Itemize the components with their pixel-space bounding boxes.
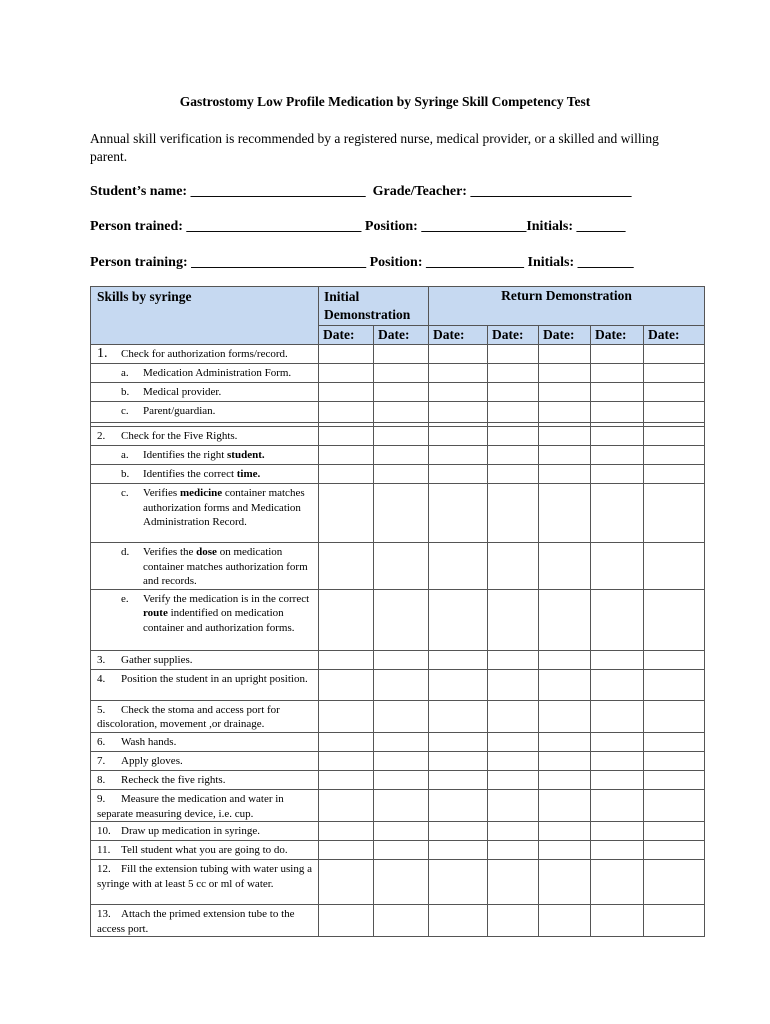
date-cell[interactable] xyxy=(429,732,488,751)
date-cell[interactable] xyxy=(488,427,539,446)
date-cell[interactable] xyxy=(539,905,591,937)
date-cell[interactable] xyxy=(644,905,705,937)
date-cell[interactable] xyxy=(644,770,705,789)
date-cell[interactable] xyxy=(591,543,644,590)
skill-cell xyxy=(91,427,319,446)
substep-text xyxy=(143,486,316,530)
step-text: Recheck the five rights. xyxy=(121,773,226,786)
date-cell[interactable] xyxy=(644,465,705,484)
date-cell[interactable] xyxy=(374,427,429,446)
intro-text: Annual skill verification is recommended by a registered nurse, medical provider, or a skilled and willing parent. xyxy=(90,131,659,164)
substep-text-part: Verifies the xyxy=(143,546,197,558)
date-cell[interactable] xyxy=(539,650,591,669)
date-cell[interactable] xyxy=(591,402,644,423)
date-cell[interactable] xyxy=(319,700,374,732)
date-cell[interactable] xyxy=(374,345,429,364)
date-cell[interactable] xyxy=(374,822,429,841)
date-cell[interactable] xyxy=(374,484,429,543)
date-cell[interactable] xyxy=(488,751,539,770)
date-cell[interactable] xyxy=(591,860,644,905)
date-cell[interactable] xyxy=(429,446,488,465)
date-cell[interactable] xyxy=(644,345,705,364)
date-cell[interactable] xyxy=(644,427,705,446)
skill-cell xyxy=(91,345,319,364)
table-row xyxy=(91,841,705,860)
table-row xyxy=(91,650,705,669)
date-header: Date: xyxy=(429,326,488,345)
date-cell[interactable] xyxy=(539,364,591,383)
date-cell[interactable] xyxy=(429,345,488,364)
date-cell[interactable] xyxy=(488,789,539,821)
skill-cell xyxy=(91,364,319,383)
date-cell[interactable] xyxy=(539,589,591,650)
date-cell[interactable] xyxy=(539,465,591,484)
step-text: Check for the Five Rights. xyxy=(121,430,238,442)
skill-cell xyxy=(91,543,319,590)
date-cell[interactable] xyxy=(374,905,429,937)
skill-cell xyxy=(91,789,319,821)
skill-cell xyxy=(91,446,319,465)
skill-step xyxy=(97,733,316,750)
date-cell[interactable] xyxy=(374,732,429,751)
step-text: Gather supplies. xyxy=(121,653,193,666)
skill-substep xyxy=(97,364,316,381)
skill-step xyxy=(97,345,316,362)
substep-keyword: medicine xyxy=(179,487,223,499)
date-cell[interactable] xyxy=(374,841,429,860)
table-row xyxy=(91,446,705,465)
skill-step xyxy=(97,905,316,936)
date-cell[interactable] xyxy=(488,402,539,423)
substep-letter: c. xyxy=(121,487,129,499)
person-trained-line[interactable]: Person trained: _________________________ Position: _______________Initials: _______ xyxy=(90,219,626,234)
date-cell[interactable] xyxy=(319,446,374,465)
substep-text: Medical provider. xyxy=(143,386,222,398)
skill-cell xyxy=(91,402,319,423)
skill-cell xyxy=(91,383,319,402)
date-cell[interactable] xyxy=(429,770,488,789)
date-cell[interactable] xyxy=(644,484,705,543)
date-cell[interactable] xyxy=(644,543,705,590)
step-number: 2. xyxy=(97,430,106,442)
date-cell[interactable] xyxy=(644,669,705,700)
date-cell[interactable] xyxy=(319,905,374,937)
date-cell[interactable] xyxy=(319,484,374,543)
date-cell[interactable] xyxy=(319,650,374,669)
date-cell[interactable] xyxy=(591,700,644,732)
step-number: 7. xyxy=(97,754,106,767)
substep-text xyxy=(143,467,316,482)
substep-text-part: container matches authorization forms and Medication Administration Record. xyxy=(143,487,305,529)
date-cell[interactable] xyxy=(591,364,644,383)
date-cell[interactable] xyxy=(429,789,488,821)
person-training-line[interactable]: Person training: _________________________ Position: ______________ Initials: ________ xyxy=(90,255,634,270)
skill-cell xyxy=(91,650,319,669)
skill-substep xyxy=(97,446,316,463)
substep-text-part: on medication container matches authorization form and records. xyxy=(143,546,308,588)
table-row xyxy=(91,700,705,732)
table-row xyxy=(91,383,705,402)
step-number: 13. xyxy=(97,908,111,921)
date-cell[interactable] xyxy=(591,427,644,446)
date-cell[interactable] xyxy=(488,669,539,700)
skill-substep xyxy=(97,484,316,530)
date-cell[interactable] xyxy=(591,446,644,465)
date-cell[interactable] xyxy=(429,669,488,700)
substep-keyword: dose xyxy=(196,546,217,558)
step-text: Wash hands. xyxy=(121,735,177,748)
skill-cell xyxy=(91,669,319,700)
date-cell[interactable] xyxy=(319,402,374,423)
substep-keyword: route xyxy=(143,607,168,620)
date-cell[interactable] xyxy=(591,822,644,841)
date-cell[interactable] xyxy=(644,860,705,905)
date-cell[interactable] xyxy=(488,345,539,364)
step-text: Attach the primed extension tube to the access port. xyxy=(97,908,295,935)
date-cell[interactable] xyxy=(488,446,539,465)
skill-cell xyxy=(91,822,319,841)
date-cell[interactable] xyxy=(644,383,705,402)
skill-cell xyxy=(91,751,319,770)
date-cell[interactable] xyxy=(319,364,374,383)
date-cell[interactable] xyxy=(539,446,591,465)
step-text: Tell student what you are going to do. xyxy=(121,844,288,857)
date-cell[interactable] xyxy=(591,770,644,789)
skill-substep xyxy=(97,590,316,636)
date-cell[interactable] xyxy=(591,484,644,543)
date-cell[interactable] xyxy=(488,860,539,905)
substep-text xyxy=(143,448,316,463)
date-cell[interactable] xyxy=(644,841,705,860)
table-row xyxy=(91,860,705,905)
date-cell[interactable] xyxy=(591,905,644,937)
date-cell[interactable] xyxy=(488,589,539,650)
date-cell[interactable] xyxy=(429,543,488,590)
skill-step xyxy=(97,860,316,891)
table-row xyxy=(91,589,705,650)
date-cell[interactable] xyxy=(488,732,539,751)
date-cell[interactable] xyxy=(429,383,488,402)
date-cell[interactable] xyxy=(429,484,488,543)
substep-text: Parent/guardian. xyxy=(143,405,216,417)
date-cell[interactable] xyxy=(374,589,429,650)
skill-cell xyxy=(91,700,319,732)
date-cell[interactable] xyxy=(429,905,488,937)
substep-keyword: student. xyxy=(227,449,265,461)
step-number: 8. xyxy=(97,773,106,786)
date-cell[interactable] xyxy=(644,822,705,841)
date-cell[interactable] xyxy=(374,383,429,402)
table-row xyxy=(91,345,705,364)
step-number: 5. xyxy=(97,703,106,716)
date-cell[interactable] xyxy=(644,446,705,465)
date-cell[interactable] xyxy=(319,789,374,821)
date-cell[interactable] xyxy=(319,860,374,905)
date-cell[interactable] xyxy=(429,427,488,446)
date-cell[interactable] xyxy=(591,732,644,751)
table-row xyxy=(91,484,705,543)
date-header: Date: xyxy=(374,326,429,345)
step-text: Measure the medication and water in separate measuring device, i.e. cup. xyxy=(97,792,284,820)
skill-substep xyxy=(97,465,316,482)
step-number: 3. xyxy=(97,653,106,666)
date-cell[interactable] xyxy=(488,543,539,590)
date-cell[interactable] xyxy=(374,402,429,423)
document-title: Gastrostomy Low Profile Medication by Syringe Skill Competency Test xyxy=(179,94,591,109)
skill-step xyxy=(97,670,316,687)
step-number: 4. xyxy=(97,672,106,685)
substep-keyword: time. xyxy=(236,468,261,480)
date-cell[interactable] xyxy=(319,841,374,860)
date-cell[interactable] xyxy=(539,789,591,821)
date-cell[interactable] xyxy=(644,364,705,383)
skill-step xyxy=(97,771,316,788)
date-cell[interactable] xyxy=(644,700,705,732)
date-cell[interactable] xyxy=(591,751,644,770)
date-cell[interactable] xyxy=(539,700,591,732)
date-cell[interactable] xyxy=(319,465,374,484)
skill-substep xyxy=(97,383,316,400)
skill-step xyxy=(97,790,316,821)
date-cell[interactable] xyxy=(539,402,591,423)
substep-text-part: Identifies the correct xyxy=(143,468,237,480)
date-cell[interactable] xyxy=(319,770,374,789)
step-text: Draw up medication in syringe. xyxy=(121,825,260,838)
skill-cell xyxy=(91,905,319,937)
table-row xyxy=(91,364,705,383)
date-cell[interactable] xyxy=(374,770,429,789)
substep-text: Medication Administration Form. xyxy=(143,367,292,379)
skills-header: Skills by syringe xyxy=(91,287,319,345)
date-cell[interactable] xyxy=(488,484,539,543)
table-row xyxy=(91,789,705,821)
step-number: 9. xyxy=(97,792,106,805)
date-cell[interactable] xyxy=(488,383,539,402)
substep-text-part: Verify the medication is in the correct xyxy=(143,592,310,605)
skill-step xyxy=(97,651,316,668)
initial-demonstration-header: Initial Demonstration xyxy=(319,287,429,326)
table-row xyxy=(91,822,705,841)
date-cell[interactable] xyxy=(539,427,591,446)
date-cell[interactable] xyxy=(488,841,539,860)
substep-text xyxy=(143,592,316,636)
step-text: Position the student in an upright position. xyxy=(121,672,308,685)
date-cell[interactable] xyxy=(429,841,488,860)
date-cell[interactable] xyxy=(488,465,539,484)
skill-step xyxy=(97,427,316,444)
step-number: 1. xyxy=(97,346,108,361)
date-cell[interactable] xyxy=(644,589,705,650)
date-cell[interactable] xyxy=(539,383,591,402)
step-text: Check the stoma and access port for discoloration, movement ,or drainage. xyxy=(97,703,280,731)
date-cell[interactable] xyxy=(488,700,539,732)
skill-cell xyxy=(91,589,319,650)
table-row xyxy=(91,905,705,937)
date-cell[interactable] xyxy=(591,669,644,700)
date-cell[interactable] xyxy=(429,822,488,841)
substep-letter: c. xyxy=(121,405,129,417)
step-number: 6. xyxy=(97,735,106,748)
table-row xyxy=(91,465,705,484)
date-cell[interactable] xyxy=(591,841,644,860)
date-cell[interactable] xyxy=(374,860,429,905)
date-cell[interactable] xyxy=(429,402,488,423)
table-row xyxy=(91,751,705,770)
date-cell[interactable] xyxy=(539,484,591,543)
date-cell[interactable] xyxy=(429,465,488,484)
date-header: Date: xyxy=(319,326,374,345)
skill-cell xyxy=(91,841,319,860)
date-cell[interactable] xyxy=(374,650,429,669)
substep-text-part: indentified on medication container and authorization forms. xyxy=(143,607,295,634)
date-cell[interactable] xyxy=(539,669,591,700)
date-cell[interactable] xyxy=(591,589,644,650)
substep-letter: b. xyxy=(121,468,130,480)
return-demonstration-header: Return Demonstration xyxy=(429,287,705,326)
table-row xyxy=(91,427,705,446)
table-row xyxy=(91,669,705,700)
skill-substep xyxy=(97,543,316,589)
skill-cell xyxy=(91,770,319,789)
substep-letter: d. xyxy=(121,546,130,558)
date-cell[interactable] xyxy=(319,751,374,770)
date-cell[interactable] xyxy=(644,789,705,821)
date-cell[interactable] xyxy=(319,822,374,841)
date-cell[interactable] xyxy=(429,700,488,732)
skill-step xyxy=(97,701,316,732)
table-row xyxy=(91,770,705,789)
date-cell[interactable] xyxy=(591,345,644,364)
skill-cell xyxy=(91,484,319,543)
date-cell[interactable] xyxy=(539,770,591,789)
date-cell[interactable] xyxy=(319,427,374,446)
substep-letter: b. xyxy=(121,386,130,398)
date-cell[interactable] xyxy=(429,589,488,650)
date-cell[interactable] xyxy=(644,402,705,423)
substep-text-part: Verifies xyxy=(143,487,180,499)
skill-cell xyxy=(91,732,319,751)
step-number: 12. xyxy=(97,863,111,876)
date-cell[interactable] xyxy=(429,364,488,383)
date-cell[interactable] xyxy=(488,770,539,789)
date-cell[interactable] xyxy=(539,822,591,841)
date-cell[interactable] xyxy=(374,465,429,484)
date-header: Date: xyxy=(644,326,705,345)
table-row xyxy=(91,402,705,423)
date-cell[interactable] xyxy=(539,751,591,770)
skill-step xyxy=(97,841,316,858)
date-cell[interactable] xyxy=(374,364,429,383)
date-cell[interactable] xyxy=(319,589,374,650)
date-cell[interactable] xyxy=(539,732,591,751)
date-cell[interactable] xyxy=(488,364,539,383)
date-cell[interactable] xyxy=(488,822,539,841)
date-cell[interactable] xyxy=(591,383,644,402)
date-cell[interactable] xyxy=(591,650,644,669)
skills-table-body xyxy=(91,345,705,937)
step-text: Check for authorization forms/record. xyxy=(121,348,288,360)
substep-letter: a. xyxy=(121,449,129,461)
date-cell[interactable] xyxy=(644,650,705,669)
substep-letter: e. xyxy=(121,592,129,605)
table-row xyxy=(91,543,705,590)
step-number: 11. xyxy=(97,844,111,857)
student-name-line[interactable]: Student’s name: _________________________ Grade/Teacher: _______________________ xyxy=(90,184,632,199)
date-cell[interactable] xyxy=(319,732,374,751)
date-cell[interactable] xyxy=(539,345,591,364)
skill-substep xyxy=(97,402,316,419)
step-text: Fill the extension tubing with water using a syringe with at least 5 cc or ml of water. xyxy=(97,863,312,890)
substep-text xyxy=(143,545,316,589)
substep-text-part: Identifies the right xyxy=(143,449,228,461)
date-header: Date: xyxy=(591,326,644,345)
date-cell[interactable] xyxy=(319,669,374,700)
date-cell[interactable] xyxy=(591,789,644,821)
date-header: Date: xyxy=(539,326,591,345)
date-cell[interactable] xyxy=(374,669,429,700)
date-cell[interactable] xyxy=(319,543,374,590)
date-cell[interactable] xyxy=(374,751,429,770)
date-cell[interactable] xyxy=(644,732,705,751)
date-cell[interactable] xyxy=(429,751,488,770)
skills-table xyxy=(90,286,705,937)
date-cell[interactable] xyxy=(319,345,374,364)
skill-step xyxy=(97,822,316,839)
skill-cell xyxy=(91,860,319,905)
substep-letter: a. xyxy=(121,367,129,379)
date-cell[interactable] xyxy=(319,383,374,402)
date-cell[interactable] xyxy=(374,700,429,732)
date-cell[interactable] xyxy=(539,841,591,860)
date-cell[interactable] xyxy=(488,650,539,669)
date-cell[interactable] xyxy=(374,789,429,821)
date-cell[interactable] xyxy=(374,543,429,590)
skill-step xyxy=(97,752,316,769)
date-cell[interactable] xyxy=(374,446,429,465)
step-text: Apply gloves. xyxy=(121,754,183,767)
skill-cell xyxy=(91,465,319,484)
date-cell[interactable] xyxy=(429,650,488,669)
table-row xyxy=(91,732,705,751)
date-cell[interactable] xyxy=(539,543,591,590)
date-cell[interactable] xyxy=(591,465,644,484)
date-cell[interactable] xyxy=(539,860,591,905)
date-cell[interactable] xyxy=(644,751,705,770)
date-cell[interactable] xyxy=(488,905,539,937)
step-number: 10. xyxy=(97,825,111,838)
date-cell[interactable] xyxy=(429,860,488,905)
date-header: Date: xyxy=(488,326,539,345)
